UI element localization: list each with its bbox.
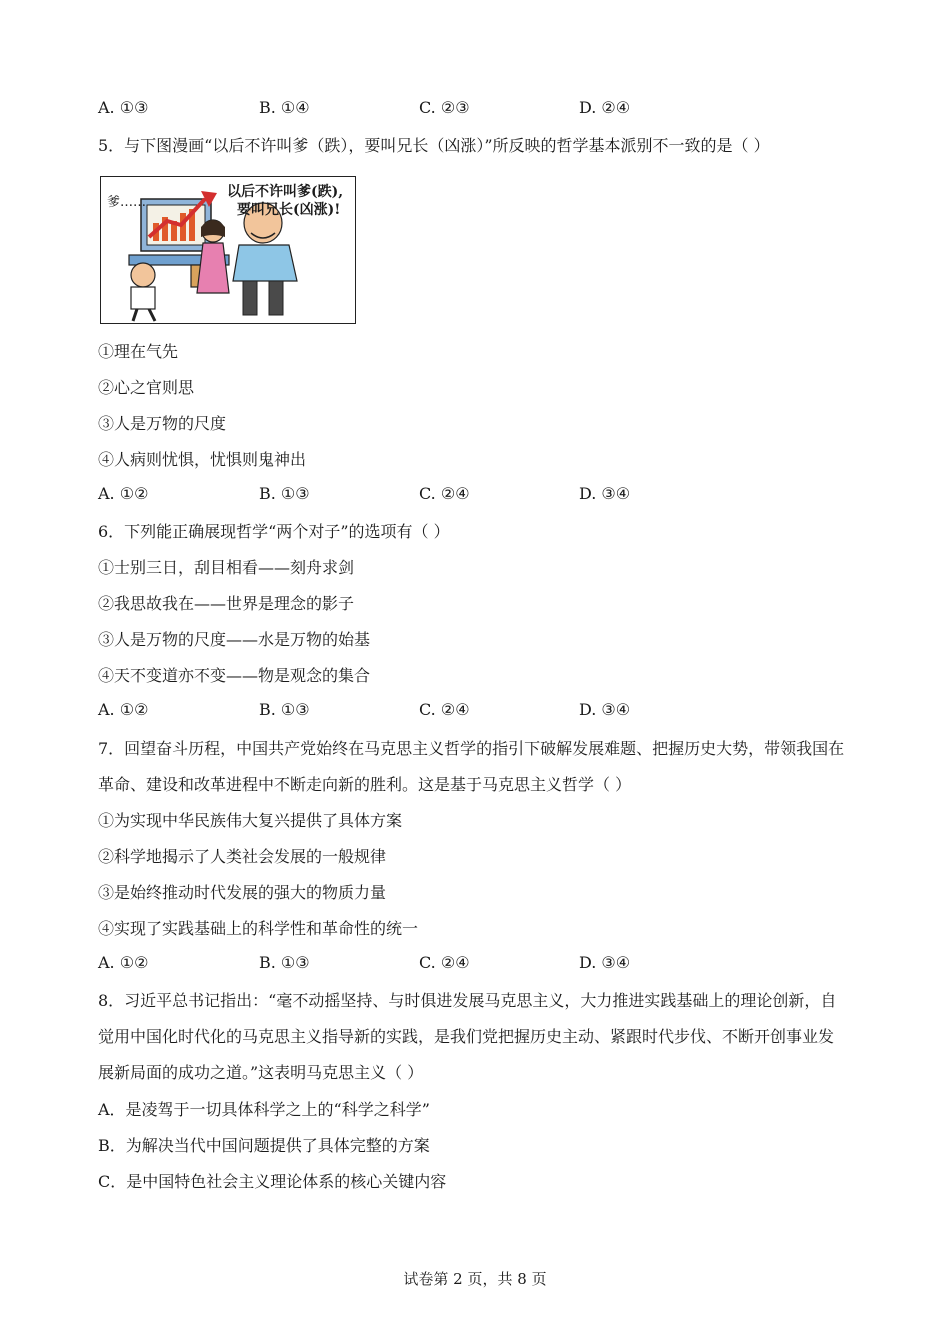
- q5-options: [98, 484, 798, 508]
- q8-option-c[interactable]: C．是中国特色社会主义理论体系的核心关键内容: [98, 1172, 447, 1191]
- q4-options: [98, 98, 798, 122]
- q4-option-b[interactable]: B. ①④: [259, 98, 310, 117]
- q7-stem-line2: 革命、建设和改革进程中不断走向新的胜利。这是基于马克思主义哲学（ ）: [98, 775, 632, 794]
- q5-option-a[interactable]: A. ①②: [98, 484, 149, 503]
- q5-cartoon: [100, 176, 356, 324]
- q5-option-b[interactable]: B. ①③: [259, 484, 310, 503]
- q7-item-3: ③是始终推动时代发展的强大的物质力量: [98, 883, 387, 902]
- q6-option-b[interactable]: B. ①③: [259, 700, 310, 719]
- q5-item-3: ③人是万物的尺度: [98, 414, 227, 433]
- q7-item-2: ②科学地揭示了人类社会发展的一般规律: [98, 847, 387, 866]
- q7-item-4: ④实现了实践基础上的科学性和革命性的统一: [98, 919, 419, 938]
- q7-options: [98, 953, 798, 977]
- q5-option-d[interactable]: D. ③④: [579, 484, 631, 503]
- q6-option-a[interactable]: A. ①②: [98, 700, 149, 719]
- cartoon-speech-right-line1: 以后不许叫爹(跌),: [227, 184, 344, 200]
- q7-stem-line1: 7．回望奋斗历程，中国共产党始终在马克思主义哲学的指引下破解发展难题、把握历史大势，带领我国在: [98, 739, 845, 758]
- q7-item-1: ①为实现中华民族伟大复兴提供了具体方案: [98, 811, 403, 830]
- cartoon-speech-right-line2: 要叫兄长(凶涨)!: [237, 202, 341, 218]
- q8-stem-line2: 觉用中国化时代化的马克思主义指导新的实践，是我们党把握历史主动、紧跟时代步伐、不断开创事业发: [98, 1027, 835, 1046]
- cartoon-speech-left: 爹……: [107, 195, 147, 210]
- q6-stem: 6．下列能正确展现哲学“两个对子”的选项有（ ）: [98, 522, 450, 541]
- q6-item-4: ④天不变道亦不变——物是观念的集合: [98, 666, 371, 685]
- q4-option-d[interactable]: D. ②④: [579, 98, 631, 117]
- q5-item-2: ②心之官则思: [98, 378, 195, 397]
- q5-stem: 5．与下图漫画“以后不许叫爹（跌），要叫兄长（凶涨）”所反映的哲学基本派别不一致的是（ ）: [98, 136, 770, 155]
- q5-item-1: ①理在气先: [98, 342, 179, 361]
- q8-option-a[interactable]: A．是凌驾于一切具体科学之上的“科学之科学”: [98, 1100, 430, 1119]
- q6-option-c[interactable]: C. ②④: [419, 700, 470, 719]
- q6-item-2: ②我思故我在——世界是理念的影子: [98, 594, 355, 613]
- q7-option-b[interactable]: B. ①③: [259, 953, 310, 972]
- q6-options: [98, 700, 798, 724]
- q4-option-a[interactable]: A. ①③: [98, 98, 149, 117]
- q7-option-d[interactable]: D. ③④: [579, 953, 631, 972]
- q8-stem-line1: 8．习近平总书记指出：“毫不动摇坚持、与时俱进发展马克思主义，大力推进实践基础上的理论创新，自: [98, 991, 837, 1010]
- q5-option-c[interactable]: C. ②④: [419, 484, 470, 503]
- q6-item-1: ①士别三日，刮目相看——刻舟求剑: [98, 558, 355, 577]
- q6-option-d[interactable]: D. ③④: [579, 700, 631, 719]
- q8-option-b[interactable]: B．为解决当代中国问题提供了具体完整的方案: [98, 1136, 430, 1155]
- q7-option-a[interactable]: A. ①②: [98, 953, 149, 972]
- page-footer: 试卷第 2 页，共 8 页: [403, 1270, 547, 1288]
- q6-item-3: ③人是万物的尺度——水是万物的始基: [98, 630, 371, 649]
- q8-stem-line3: 展新局面的成功之道。”这表明马克思主义（ ）: [98, 1063, 424, 1082]
- q4-option-c[interactable]: C. ②③: [419, 98, 470, 117]
- q7-option-c[interactable]: C. ②④: [419, 953, 470, 972]
- q5-item-4: ④人病则忧惧，忧惧则鬼神出: [98, 450, 307, 469]
